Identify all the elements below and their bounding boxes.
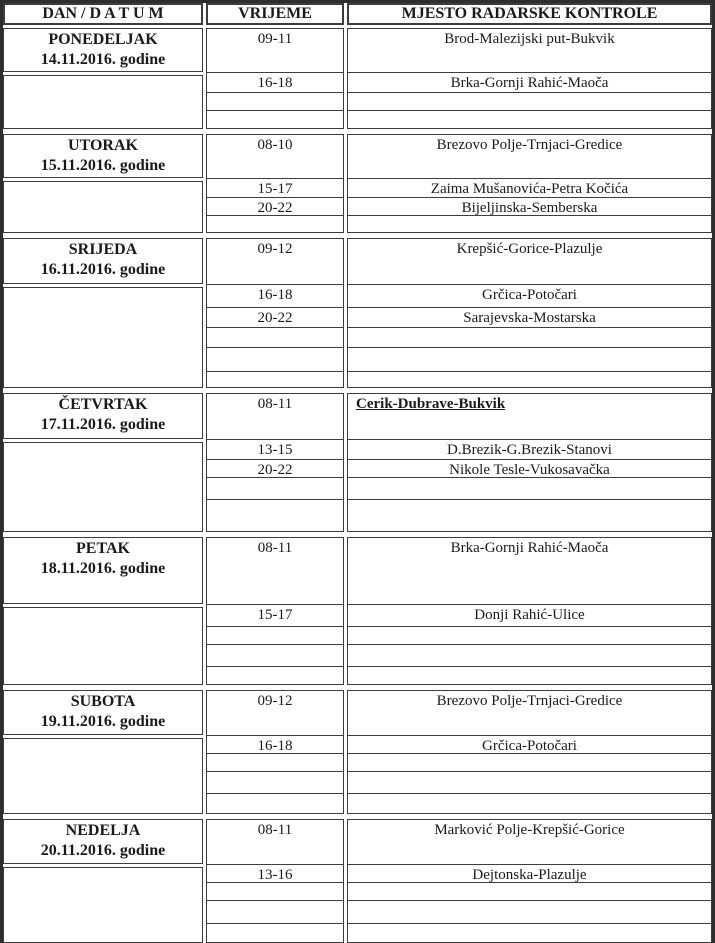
place-cell: Zaima Mušanovića-Petra Kočića xyxy=(348,179,711,198)
place-cell: Brod-Malezijski put-Bukvik xyxy=(348,29,711,73)
place-column xyxy=(347,690,712,814)
time-cell: 08-11 xyxy=(207,820,343,865)
time-cell: 13-15 xyxy=(207,440,343,460)
time-cell: 15-17 xyxy=(207,179,343,198)
place-cell: Brezovo Polje-Trnjaci-Gredice xyxy=(348,691,711,736)
time-cell xyxy=(207,500,343,531)
place-cell: Marković Polje-Krepšić-Gorice xyxy=(348,820,711,865)
day-column xyxy=(3,393,203,532)
day-date: 15.11.2016. godine xyxy=(40,157,166,174)
day-block-srijeda xyxy=(3,238,712,388)
empty-day-cell xyxy=(3,75,203,129)
day-name: PETAK xyxy=(76,540,130,557)
day-name: PONEDELJAK xyxy=(48,31,158,48)
time-column xyxy=(206,393,344,532)
empty-day-cell xyxy=(3,738,203,814)
place-cell xyxy=(348,667,711,684)
empty-day-cell xyxy=(3,607,203,685)
place-cell xyxy=(348,500,711,531)
day-block-subota xyxy=(3,690,712,814)
place-cell: Donji Rahić-Ulice xyxy=(348,605,711,627)
day-column xyxy=(3,690,203,814)
place-cell xyxy=(348,754,711,772)
time-cell xyxy=(207,627,343,645)
time-column xyxy=(206,238,344,388)
place-cell xyxy=(348,772,711,794)
day-block-nedelja xyxy=(3,819,712,943)
empty-day-cell xyxy=(3,181,203,233)
time-column xyxy=(206,134,344,233)
place-column xyxy=(347,537,712,685)
time-cell xyxy=(207,328,343,348)
time-cell: 16-18 xyxy=(207,736,343,754)
place-cell xyxy=(348,901,711,924)
time-cell xyxy=(207,348,343,372)
empty-day-cell xyxy=(3,287,203,388)
time-cell: 09-11 xyxy=(207,29,343,73)
place-cell: Bijeljinska-Semberska xyxy=(348,198,711,216)
place-cell: Brka-Gornji Rahić-Maoča xyxy=(348,538,711,605)
place-cell xyxy=(348,794,711,813)
place-cell: Sarajevska-Mostarska xyxy=(348,308,711,328)
place-cell xyxy=(348,216,711,232)
day-column xyxy=(3,134,203,233)
day-column xyxy=(3,238,203,388)
day-date: 17.11.2016. godine xyxy=(40,416,166,433)
day-blocks-container xyxy=(3,28,712,943)
time-cell xyxy=(207,216,343,232)
place-cell: Brka-Gornji Rahić-Maoča xyxy=(348,73,711,93)
place-column xyxy=(347,819,712,943)
place-cell xyxy=(348,372,711,387)
day-date-cell xyxy=(3,819,203,864)
place-cell: Brezovo Polje-Trnjaci-Gredice xyxy=(348,135,711,179)
time-cell: 08-10 xyxy=(207,135,343,179)
place-cell: Dejtonska-Plazulje xyxy=(348,865,711,883)
header-place-column: MJESTO RADARSKE KONTROLE xyxy=(347,3,712,25)
time-cell: 09-12 xyxy=(207,691,343,736)
time-cell: 13-16 xyxy=(207,865,343,883)
place-cell xyxy=(348,627,711,645)
day-name: SRIJEDA xyxy=(68,241,138,258)
place-cell: Grčica-Potočari xyxy=(348,285,711,308)
place-cell: Grčica-Potočari xyxy=(348,736,711,754)
time-cell: 15-17 xyxy=(207,605,343,627)
day-date-cell xyxy=(3,238,203,284)
time-cell: 20-22 xyxy=(207,460,343,478)
place-cell: Nikole Tesle-Vukosavačka xyxy=(348,460,711,478)
day-date-cell xyxy=(3,134,203,178)
day-column xyxy=(3,537,203,685)
time-cell: 16-18 xyxy=(207,285,343,308)
place-column xyxy=(347,134,712,233)
day-date-cell xyxy=(3,393,203,439)
table-header-row xyxy=(3,3,712,25)
header-time-column: VRIJEME xyxy=(206,3,344,25)
time-column xyxy=(206,819,344,943)
place-cell xyxy=(348,883,711,901)
day-block-utorak xyxy=(3,134,712,233)
time-cell xyxy=(207,754,343,772)
time-cell: 09-12 xyxy=(207,239,343,285)
place-cell xyxy=(348,348,711,372)
time-cell xyxy=(207,772,343,794)
time-cell xyxy=(207,901,343,924)
day-date: 20.11.2016. godine xyxy=(40,842,166,859)
time-cell xyxy=(207,794,343,813)
day-block-petak xyxy=(3,537,712,685)
place-cell: D.Brezik-G.Brezik-Stanovi xyxy=(348,440,711,460)
time-cell xyxy=(207,93,343,111)
day-date: 16.11.2016. godine xyxy=(40,261,166,278)
day-name: SUBOTA xyxy=(70,693,136,710)
day-date-cell xyxy=(3,690,203,735)
time-cell xyxy=(207,645,343,667)
place-cell xyxy=(348,111,711,128)
day-name: ČETVRTAK xyxy=(58,396,148,413)
time-column xyxy=(206,690,344,814)
time-cell: 20-22 xyxy=(207,308,343,328)
empty-day-cell xyxy=(3,442,203,532)
time-cell: 08-11 xyxy=(207,394,343,440)
day-block-ponedeljak xyxy=(3,28,712,129)
time-column xyxy=(206,28,344,129)
place-column xyxy=(347,393,712,532)
time-cell: 20-22 xyxy=(207,198,343,216)
time-cell xyxy=(207,111,343,128)
day-date-cell xyxy=(3,28,203,72)
place-cell: Krepšić-Gorice-Plazulje xyxy=(348,239,711,285)
time-column xyxy=(206,537,344,685)
place-cell xyxy=(348,93,711,111)
day-column xyxy=(3,28,203,129)
empty-day-cell xyxy=(3,867,203,943)
day-name: NEDELJA xyxy=(65,822,141,839)
place-cell xyxy=(348,328,711,348)
day-date: 19.11.2016. godine xyxy=(40,713,166,730)
place-cell xyxy=(348,645,711,667)
place-column xyxy=(347,28,712,129)
day-date: 14.11.2016. godine xyxy=(40,51,166,68)
place-cell xyxy=(348,478,711,500)
day-date: 18.11.2016. godine xyxy=(40,560,166,577)
time-cell xyxy=(207,372,343,387)
place-cell xyxy=(348,924,711,942)
place-cell: Cerik-Dubrave-Bukvik xyxy=(348,394,711,440)
header-day-date-column: DAN / D A T U M xyxy=(3,3,203,25)
time-cell xyxy=(207,924,343,942)
day-name: UTORAK xyxy=(68,137,138,154)
time-cell: 08-11 xyxy=(207,538,343,605)
time-cell xyxy=(207,883,343,901)
day-date-cell xyxy=(3,537,203,604)
time-cell: 16-18 xyxy=(207,73,343,93)
place-column xyxy=(347,238,712,388)
day-column xyxy=(3,819,203,943)
time-cell xyxy=(207,478,343,500)
time-cell xyxy=(207,667,343,684)
day-block-četvrtak xyxy=(3,393,712,532)
